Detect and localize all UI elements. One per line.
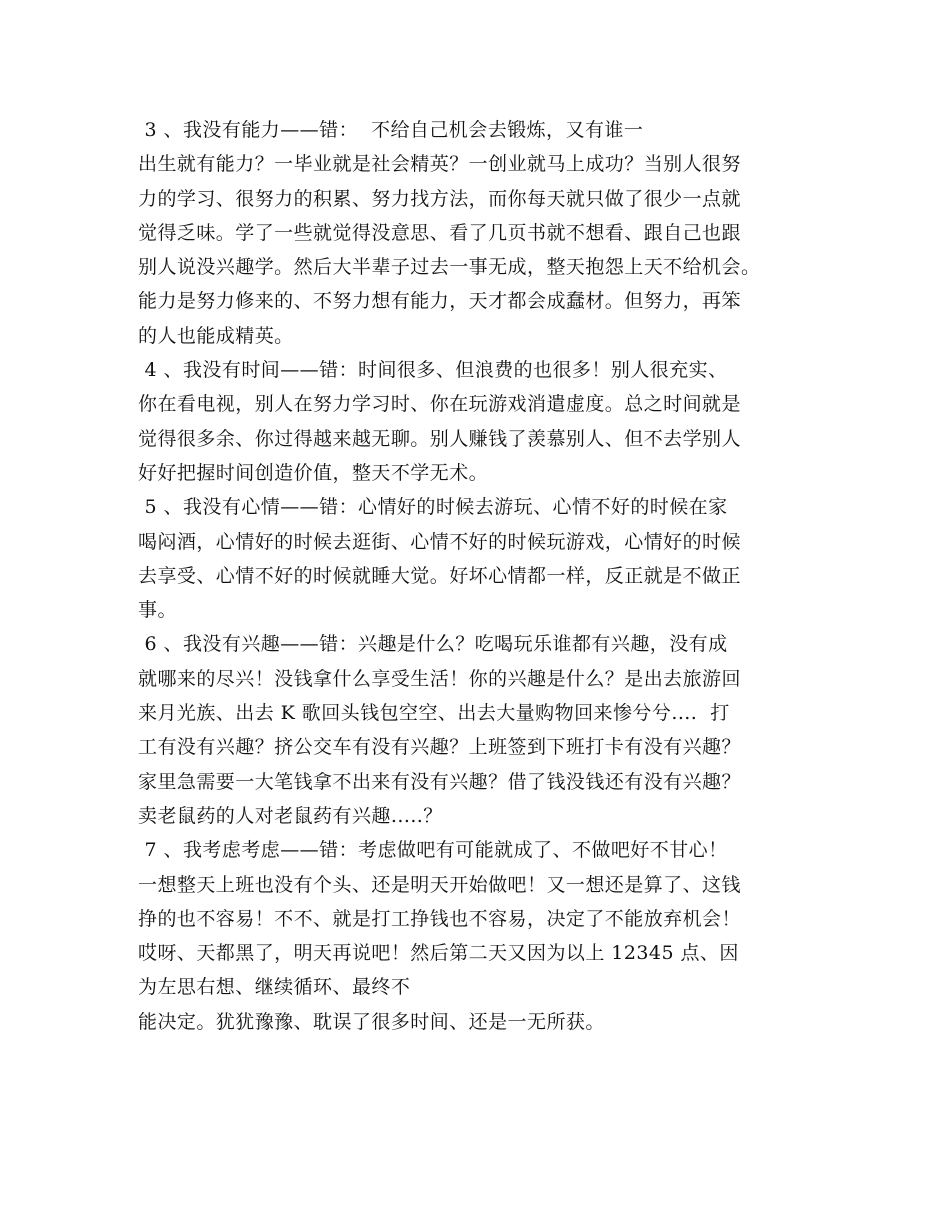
text-line: 7 、我考虑考虑——错：考虑做吧有可能就成了、不做吧好不甘心！ — [138, 839, 728, 862]
text-line: 为左思右想、继续循环、最终不 — [138, 976, 411, 999]
text-line: 事。 — [138, 599, 177, 622]
text-line: 就哪来的尽兴！没钱拿什么享受生活！你的兴趣是什么？是出去旅游回 — [138, 667, 741, 690]
text-line: 哎呀、天都黑了，明天再说吧！然后第二天又因为以上 12345 点、因 — [138, 942, 739, 965]
text-line: 喝闷酒，心情好的时候去逛街、心情不好的时候玩游戏，心情好的时候 — [138, 530, 741, 553]
text-line: 觉得乏味。学了一些就觉得没意思、看了几页书就不想看、跟自己也跟 — [138, 221, 741, 244]
text-line: 别人说没兴趣学。然后大半辈子过去一事无成，整天抱怨上天不给机会。 — [138, 256, 761, 279]
text-line: 卖老鼠药的人对老鼠药有兴趣.....？ — [138, 804, 443, 827]
text-line: 能力是努力修来的、不努力想有能力，天才都会成蠢材。但努力，再笨 — [138, 290, 741, 313]
text-line: 出生就有能力？一毕业就是社会精英？一创业就马上成功？当别人很努 — [138, 153, 741, 176]
text-line: 5 、我没有心情——错：心情好的时候去游玩、心情不好的时候在家 — [138, 496, 728, 519]
text-line: 力的学习、很努力的积累、努力找方法，而你每天就只做了很少一点就 — [138, 187, 741, 210]
text-line: 的人也能成精英。 — [138, 324, 294, 347]
text-line: 好好把握时间创造价值，整天不学无术。 — [138, 461, 489, 484]
text-line: 一想整天上班也没有个头、还是明天开始做吧！又一想还是算了、这钱 — [138, 873, 741, 896]
text-line: 能决定。犹犹豫豫、耽误了很多时间、还是一无所获。 — [138, 1010, 605, 1033]
text-line: 工有没有兴趣？挤公交车有没有兴趣？上班签到下班打卡有没有兴趣？ — [138, 736, 741, 759]
text-line: 4 、我没有时间——错：时间很多、但浪费的也很多！别人很充实、 — [138, 359, 728, 382]
text-line: 来月光族、出去 K 歌回头钱包空空、出去大量购物回来惨兮兮.... 打 — [138, 702, 730, 725]
text-line: 你在看电视，别人在努力学习时、你在玩游戏消遣虚度。总之时间就是 — [138, 393, 741, 416]
text-line: 3 、我没有能力——错： 不给自己机会去锻炼，又有谁一 — [138, 119, 644, 141]
text-line: 家里急需要一大笔钱拿不出来有没有兴趣？借了钱没钱还有没有兴趣？ — [138, 770, 741, 793]
text-line: 挣的也不容易！不不、就是打工挣钱也不容易，决定了不能放弃机会！ — [138, 907, 741, 930]
text-line: 觉得很多余、你过得越来越无聊。别人赚钱了羡慕别人、但不去学别人 — [138, 427, 741, 450]
text-line: 去享受、心情不好的时候就睡大觉。好坏心情都一样，反正就是不做正 — [138, 564, 741, 587]
text-line: 6 、我没有兴趣——错：兴趣是什么？吃喝玩乐谁都有兴趣，没有成 — [138, 633, 728, 656]
document-body — [138, 113, 838, 1039]
